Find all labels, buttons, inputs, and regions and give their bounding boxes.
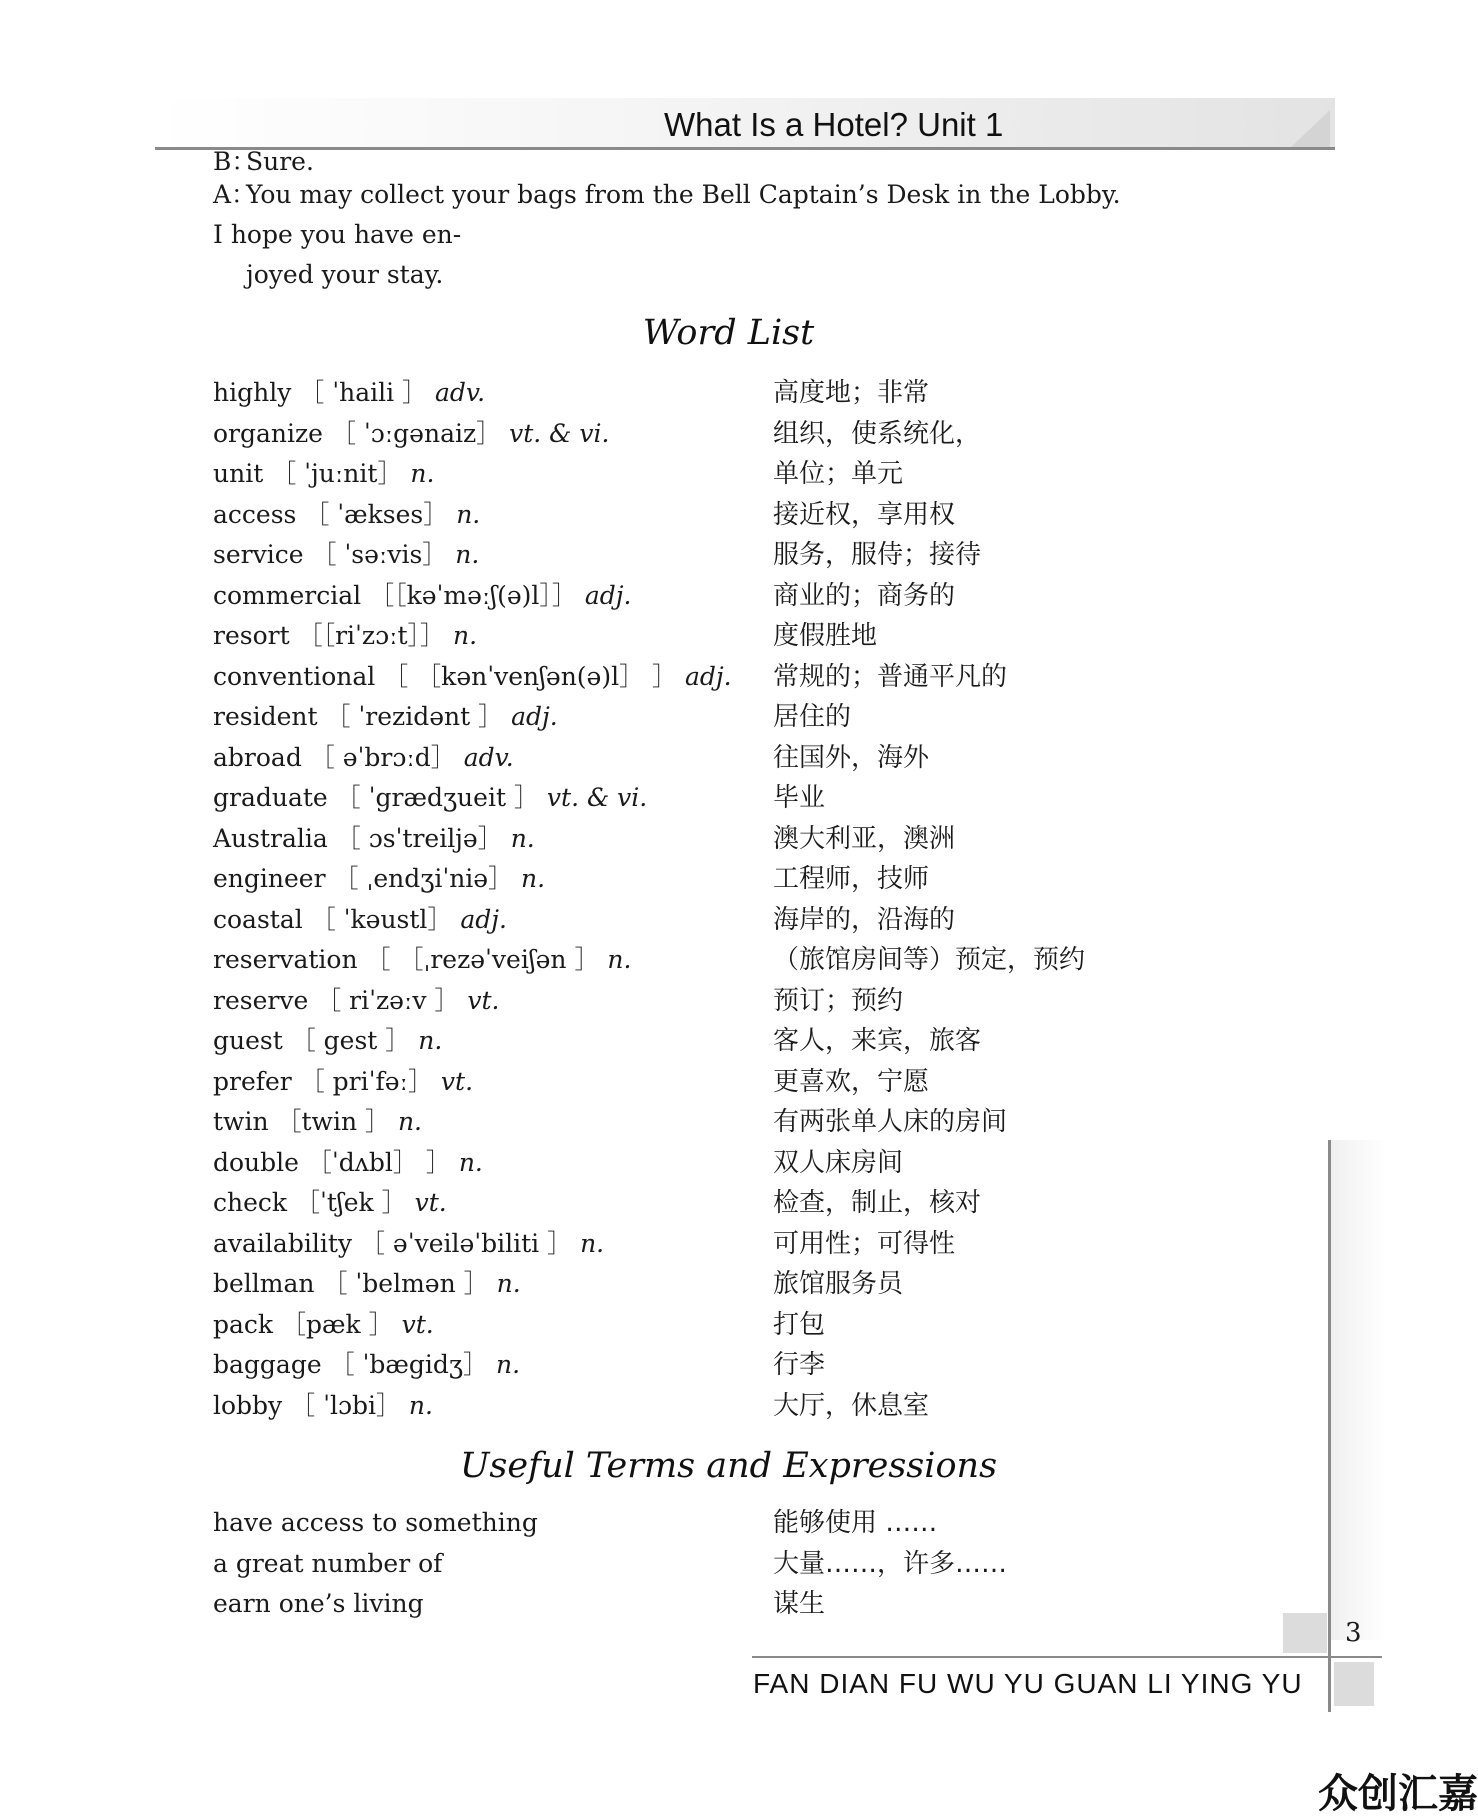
word-headword: graduate (213, 783, 328, 812)
word-meaning: 常规的；普通平凡的 (773, 661, 1008, 692)
word-meaning: 预订；预约 (773, 985, 904, 1016)
word-phonetic: ［ ˈsəːvis］ (311, 540, 448, 569)
word-entry (213, 373, 1113, 414)
word-entry-english (213, 940, 631, 980)
term-expression: have access to something (213, 1508, 538, 1537)
word-meaning: 单位；单元 (773, 459, 904, 489)
word-headword: reservation (213, 945, 358, 974)
word-entry-english (213, 1264, 521, 1304)
word-meaning: 旅馆服务员 (773, 1269, 904, 1299)
word-headword: reserve (213, 985, 309, 1015)
word-entry-english (213, 414, 609, 454)
word-phonetic: ［ ˈkəustl］ (310, 904, 453, 934)
word-part-of-speech: adj. (584, 580, 632, 610)
word-phonetic: ［ ˈækses］ (304, 499, 449, 529)
word-entry-english (213, 454, 434, 494)
dialogue-continuation: joyed your stay. (246, 260, 444, 289)
dialogue-speaker: B： (213, 147, 257, 176)
word-headword: Australia (213, 823, 328, 853)
term-expression: earn one’s living (213, 1589, 424, 1618)
word-part-of-speech: vt. & vi. (546, 783, 648, 812)
word-phonetic: ［［kəˈməːʃ(ə)l］］ (369, 580, 577, 610)
word-phonetic: ［ ɔsˈtreiljə］ (335, 823, 503, 853)
word-part-of-speech: n. (408, 1390, 433, 1420)
word-phonetic: ［ ˈgrædʒueit ］ (335, 783, 539, 812)
word-entry-english (213, 1062, 473, 1102)
margin-shade (1331, 1140, 1386, 1640)
word-meaning: 打包 (773, 1309, 826, 1340)
word-part-of-speech: adj. (460, 904, 507, 934)
word-meaning: 海岸的，沿海的 (773, 904, 956, 935)
word-entry (213, 778, 1113, 819)
word-meaning: 可用性；可得性 (773, 1228, 956, 1259)
useful-terms-title: Useful Terms and Expressions (459, 1446, 998, 1486)
word-part-of-speech: n. (458, 1147, 483, 1177)
word-headword: resident (213, 702, 318, 731)
word-entry-english (213, 535, 479, 575)
word-phonetic: ［ ˈbægidʒ］ (329, 1350, 489, 1379)
word-headword: double (213, 1147, 299, 1177)
word-entry (213, 981, 1113, 1022)
word-headword: prefer (213, 1066, 292, 1096)
word-headword: engineer (213, 864, 326, 893)
word-part-of-speech: adj. (511, 702, 558, 731)
word-entry (213, 859, 1113, 900)
word-meaning: 高度地；非常 (773, 378, 930, 408)
word-part-of-speech: n. (397, 1107, 423, 1136)
word-headword: resort (213, 621, 290, 650)
word-phonetic: ［ əˈveiləˈbiliti ］ (359, 1228, 573, 1258)
word-part-of-speech: n. (456, 499, 481, 529)
word-part-of-speech: n. (455, 540, 480, 569)
word-list (213, 373, 1113, 1426)
word-phonetic: ［ ˈlɔbi］ (290, 1390, 401, 1420)
watermark-logo: 众创汇嘉 (1318, 1771, 1478, 1817)
word-part-of-speech: adv. (463, 742, 514, 772)
word-headword: availability (213, 1228, 352, 1258)
header-rule (155, 147, 1335, 150)
word-phonetic: ［［riˈzɔːt］］ (297, 621, 446, 650)
word-meaning: 双人床房间 (773, 1147, 904, 1178)
word-entry-english (213, 1305, 434, 1345)
term-meaning: 大量……，许多…… (773, 1548, 1008, 1579)
word-meaning: 服务，服侍；接待 (773, 540, 982, 570)
word-entry (213, 697, 1113, 738)
margin-vertical-rule (1328, 1140, 1331, 1712)
word-phonetic: ［ riˈzəːv ］ (316, 985, 460, 1015)
word-headword: commercial (213, 580, 362, 610)
word-meaning: 大厅，休息室 (773, 1390, 930, 1421)
word-phonetic: ［ˈtʃek ］ (295, 1188, 407, 1217)
word-meaning: （旅馆房间等）预定，预约 (773, 945, 1086, 975)
word-entry-english (213, 1143, 483, 1183)
word-entry-english (213, 819, 535, 859)
word-headword: check (213, 1188, 288, 1217)
dialogue-text: Sure. (246, 147, 314, 176)
word-entry-english (213, 657, 732, 697)
word-entry-english (213, 697, 558, 737)
word-meaning: 有两张单人床的房间 (773, 1107, 1008, 1137)
dialogue-text: You may collect your bags from the Bell Captain’s Desk in the Lobby. I hope you have en- (213, 180, 1121, 249)
word-entry (213, 1264, 1113, 1305)
word-meaning: 客人，来宾，旅客 (773, 1026, 982, 1056)
word-phonetic: ［ ˈrezidənt ］ (325, 702, 504, 731)
word-part-of-speech: adv. (435, 378, 486, 407)
word-entry (213, 454, 1113, 495)
word-part-of-speech: n. (510, 823, 535, 853)
word-phonetic: ［ ˈjuːnit］ (271, 459, 403, 488)
word-part-of-speech: vt. & vi. (509, 418, 610, 448)
word-meaning: 组织，使系统化， (773, 418, 982, 449)
word-entry (213, 1224, 1113, 1265)
word-part-of-speech: n. (580, 1228, 605, 1258)
page-number: 3 (1345, 1618, 1362, 1648)
dialogue-line (213, 175, 1133, 295)
word-entry (213, 495, 1113, 536)
word-phonetic: ［ ˈhaili ］ (299, 378, 428, 407)
word-entry (213, 535, 1113, 576)
word-phonetic: ［ priˈfəː］ (299, 1066, 433, 1096)
word-meaning: 商业的；商务的 (773, 580, 956, 611)
word-entry-english (213, 1345, 520, 1385)
word-entry (213, 576, 1113, 617)
word-phonetic: ［pæk ］ (281, 1309, 394, 1339)
word-part-of-speech: n. (418, 1026, 443, 1055)
word-entry-english (213, 859, 545, 899)
header-tab-decoration (1290, 110, 1330, 148)
word-entry-english (213, 981, 500, 1021)
footer-rule (752, 1656, 1382, 1658)
word-phonetic: ［ ˈbelmən ］ (322, 1269, 489, 1298)
word-meaning: 往国外，海外 (773, 742, 930, 773)
footer-running-text: FAN DIAN FU WU YU GUAN LI YING YU (753, 1668, 1303, 1699)
word-part-of-speech: n. (495, 1350, 521, 1379)
word-entry-english (213, 1102, 422, 1142)
word-entry (213, 1345, 1113, 1386)
word-part-of-speech: n. (521, 864, 546, 893)
word-entry-english (213, 1183, 447, 1223)
word-entry (213, 1183, 1113, 1224)
word-phonetic: ［ ˌendʒiˈniə］ (333, 864, 514, 893)
word-headword: unit (213, 459, 264, 488)
word-meaning: 检查，制止，核对 (773, 1188, 982, 1218)
word-meaning: 接近权，享用权 (773, 499, 956, 530)
term-meaning: 谋生 (773, 1589, 826, 1619)
word-headword: highly (213, 378, 292, 407)
word-part-of-speech: vt. (440, 1066, 474, 1096)
word-headword: conventional (213, 661, 376, 691)
word-part-of-speech: n. (496, 1269, 521, 1298)
word-headword: abroad (213, 742, 302, 772)
word-headword: guest (213, 1026, 283, 1055)
word-headword: coastal (213, 904, 303, 934)
word-entry (213, 819, 1113, 860)
word-entry (213, 738, 1113, 779)
term-entry (213, 1503, 1113, 1544)
term-entry (213, 1544, 1113, 1585)
word-entry-english (213, 373, 485, 413)
useful-terms-list (213, 1503, 1113, 1625)
word-entry-english (213, 1021, 442, 1061)
word-headword: pack (213, 1309, 274, 1339)
word-entry-english (213, 616, 477, 656)
word-headword: baggage (213, 1350, 322, 1379)
corner-decoration (1334, 1662, 1374, 1706)
word-list-title: Word List (642, 313, 815, 353)
word-phonetic: ［ ［kənˈvenʃən(ə)l］ ］ (383, 661, 678, 691)
word-part-of-speech: n. (410, 459, 435, 488)
word-meaning: 更喜欢，宁愿 (773, 1066, 930, 1097)
word-phonetic: ［ ˈɔːgənaiz］ (330, 418, 502, 448)
word-entry (213, 1305, 1113, 1346)
word-entry-english (213, 778, 647, 818)
word-entry (213, 900, 1113, 941)
word-part-of-speech: adj. (685, 661, 732, 691)
word-entry-english (213, 1386, 433, 1426)
word-meaning: 毕业 (773, 783, 826, 813)
word-headword: lobby (213, 1390, 283, 1420)
word-entry-english (213, 576, 631, 616)
word-headword: access (213, 499, 297, 529)
word-entry (213, 1143, 1113, 1184)
word-headword: bellman (213, 1269, 315, 1298)
word-phonetic: ［ əˈbrɔːd］ (309, 742, 456, 772)
word-phonetic: ［twin ］ (276, 1107, 390, 1136)
word-entry (213, 1021, 1113, 1062)
word-part-of-speech: n. (453, 621, 478, 650)
dialogue-speaker: A： (213, 180, 257, 209)
word-part-of-speech: vt. (414, 1188, 447, 1217)
word-meaning: 行李 (773, 1350, 826, 1380)
running-header-title: What Is a Hotel? Unit 1 (664, 106, 1004, 143)
word-part-of-speech: vt. (401, 1309, 434, 1339)
word-entry-english (213, 495, 480, 535)
word-entry-english (213, 900, 507, 940)
word-meaning: 澳大利亚，澳洲 (773, 823, 956, 854)
word-entry-english (213, 1224, 604, 1264)
word-entry (213, 616, 1113, 657)
term-meaning: 能够使用 …… (773, 1508, 938, 1538)
word-meaning: 度假胜地 (773, 621, 878, 651)
word-headword: service (213, 540, 304, 569)
word-entry (213, 1102, 1113, 1143)
word-entry (213, 657, 1113, 698)
term-expression: a great number of (213, 1548, 443, 1578)
word-part-of-speech: n. (607, 945, 632, 974)
term-entry (213, 1584, 1113, 1625)
word-meaning: 工程师，技师 (773, 864, 930, 894)
word-entry (213, 940, 1113, 981)
word-part-of-speech: vt. (467, 985, 500, 1015)
word-entry-english (213, 738, 514, 778)
word-phonetic: ［ˈdʌbl］ ］ (306, 1147, 451, 1177)
word-entry (213, 1062, 1113, 1103)
corner-decoration (1283, 1613, 1327, 1653)
word-meaning: 居住的 (773, 702, 852, 732)
word-phonetic: ［ ［ˌrezəˈveiʃən ］ (365, 945, 600, 974)
word-headword: organize (213, 418, 323, 448)
word-entry (213, 1386, 1113, 1427)
word-headword: twin (213, 1107, 269, 1136)
word-phonetic: ［ gest ］ (290, 1026, 411, 1055)
word-entry (213, 414, 1113, 455)
